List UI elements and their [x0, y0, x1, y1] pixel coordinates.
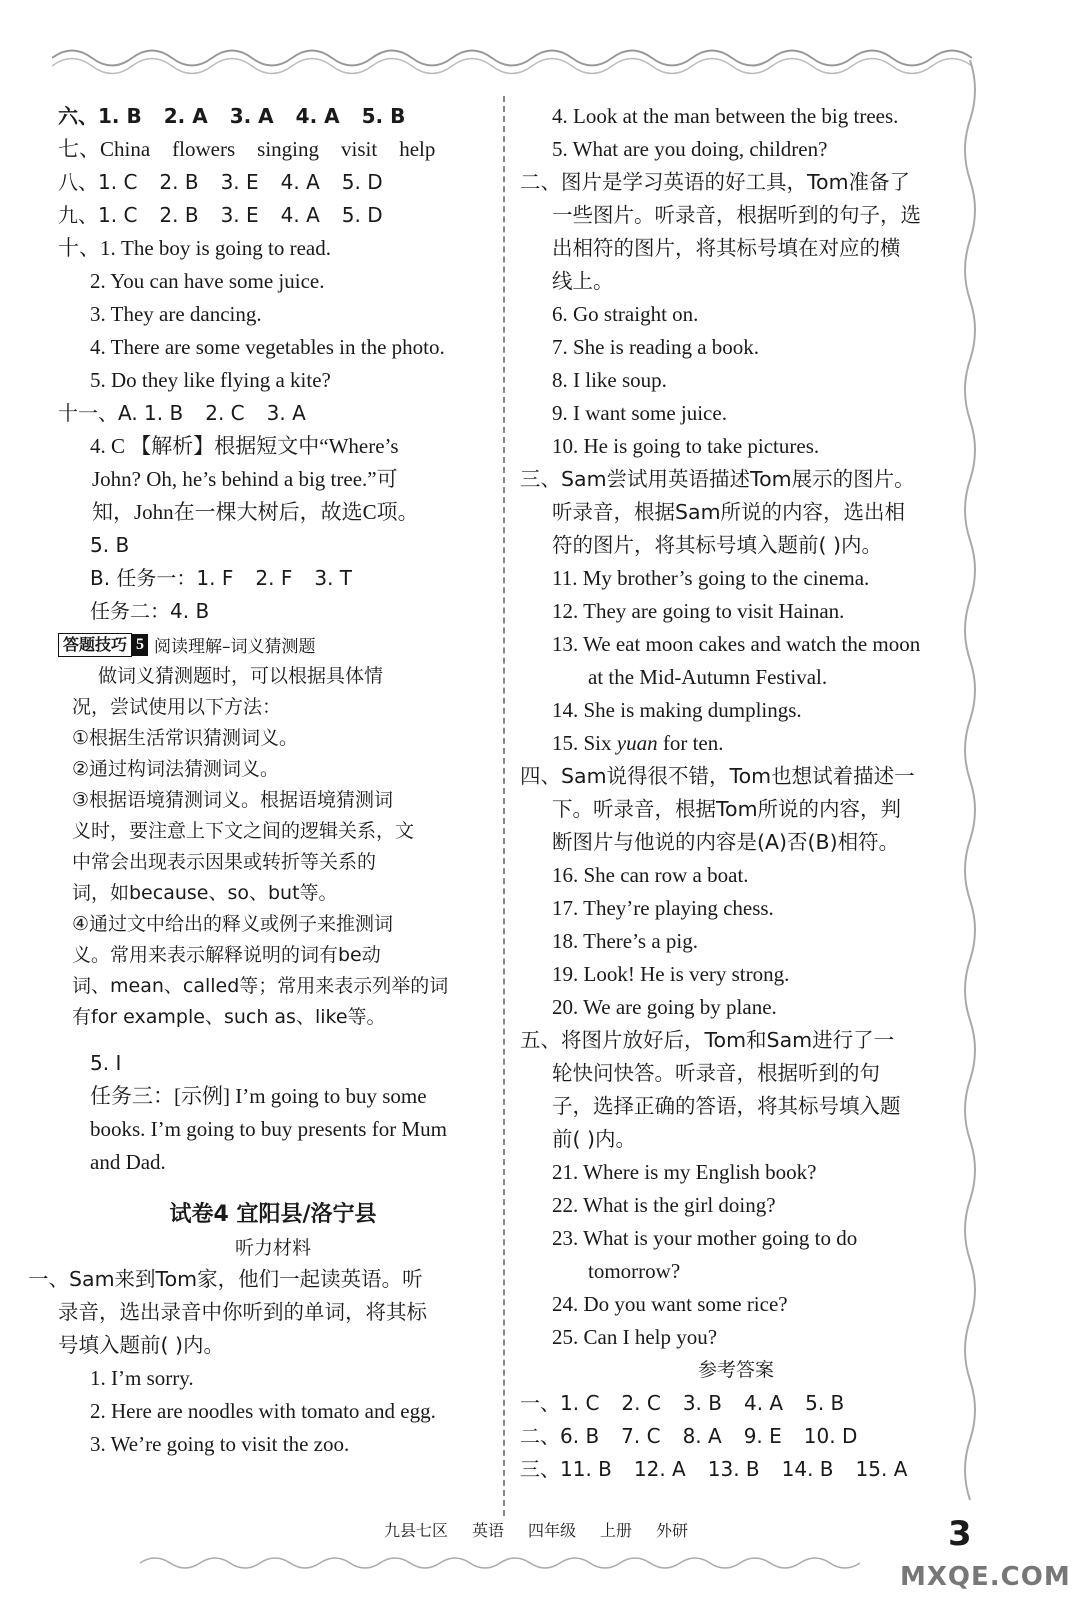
answer-item: 4. A: [280, 203, 320, 227]
eleven-task2: 任务二：4. B: [90, 599, 210, 623]
tip-line: ④通过文中给出的释义或例子来推测词: [72, 913, 394, 935]
question-header: 录音，选出录音中你听到的单词，将其标: [58, 1300, 427, 1324]
answer-row-eleven-a: [58, 397, 488, 430]
task3-line: books. I’m going to buy presents for Mum: [90, 1117, 447, 1141]
answer-item: 9. E: [743, 1424, 782, 1448]
paper-title: 试卷4 宜阳县/洛宁县: [169, 1202, 377, 1227]
answer-item: 九、1. C: [58, 203, 138, 227]
answer-item: 3. A: [266, 401, 306, 425]
listening-item: 1. I’m sorry.: [90, 1366, 194, 1390]
answer-item: 2. A: [163, 104, 208, 128]
left-column: [28, 100, 488, 1461]
question-header: 四、Sam说得很不错，Tom也想试着描述一: [520, 764, 915, 788]
answer-item: 十一、A. 1. B: [58, 401, 184, 425]
answer-row-six: [58, 100, 488, 133]
tip-header: [58, 628, 488, 661]
page-number: 3: [948, 1514, 972, 1554]
question-header: 五、将图片放好后，Tom和Sam进行了一: [520, 1028, 895, 1052]
eleven-4-analysis: 知，John在一棵大树后，故选C项。: [92, 500, 419, 524]
item-text: for ten.: [657, 731, 724, 755]
task3-line: and Dad.: [90, 1150, 166, 1174]
answer-item: 2. B: [159, 203, 199, 227]
answer-item: 5. D: [341, 203, 383, 227]
item-text-italic: yuan: [616, 731, 658, 755]
listening-item: 21. Where is my English book?: [552, 1160, 817, 1184]
ten-item: 3. They are dancing.: [90, 302, 262, 326]
tip-line: 况，尝试使用以下方法：: [72, 696, 282, 718]
listening-item: 12. They are going to visit Hainan.: [552, 599, 845, 623]
tip-line: 义时，要注意上下文之间的逻辑关系，文: [72, 820, 415, 842]
item-text: 15. Six: [552, 731, 617, 755]
answer-row-one: [520, 1387, 952, 1420]
tip-line: 做词义猜测题时，可以根据具体情: [98, 665, 384, 687]
footer-item: 上册: [600, 1521, 633, 1540]
eleven-4-analysis: John? Oh, he’s behind a big tree.”可: [92, 467, 398, 491]
answer-row-two: [520, 1420, 952, 1453]
listening-item: 7. She is reading a book.: [552, 335, 760, 359]
listening-item: 3. We’re going to visit the zoo.: [90, 1432, 350, 1456]
footer-item: 九县七区: [383, 1521, 448, 1540]
listening-item: 25. Can I help you?: [552, 1325, 718, 1349]
tip-line: ③根据语境猜测词义。根据语境猜测词: [72, 789, 394, 811]
answer-item: 2. C: [621, 1391, 661, 1415]
answer-item: 七、China: [58, 137, 151, 161]
listening-item: 16. She can row a boat.: [552, 863, 749, 887]
question-header: 三、Sam尝试用英语描述Tom展示的图片。: [520, 467, 915, 491]
column-divider: [503, 96, 505, 1516]
answer-item: help: [399, 137, 436, 161]
tip-name: 阅读理解–词义猜测题: [154, 637, 316, 657]
answer-item: 一、1. C: [520, 1391, 600, 1415]
question-header: 一些图片。听录音，根据听到的句子，选: [552, 203, 921, 227]
ten-item: 2. You can have some juice.: [90, 269, 325, 293]
answers-title: 参考答案: [697, 1359, 774, 1381]
listening-item: 20. We are going by plane.: [552, 995, 777, 1019]
eleven-5: 5. B: [90, 533, 130, 557]
tip-number: 5: [132, 634, 148, 656]
answer-row-eleven-b: [58, 562, 488, 595]
answer-item: 二、6. B: [520, 1424, 600, 1448]
question-header: 线上。: [552, 269, 614, 293]
tip-line: 有for example、such as、like等。: [72, 1006, 386, 1028]
tip-line: ②通过构词法猜测词义。: [72, 758, 280, 780]
answer-item: 8. A: [682, 1424, 722, 1448]
listening-item: 17. They’re playing chess.: [552, 896, 774, 920]
answer-item: 4. A: [743, 1391, 784, 1415]
listening-item: 19. Look! He is very strong.: [552, 962, 790, 986]
answer-item: 5. B: [361, 104, 406, 128]
answer-item: 3. E: [220, 170, 259, 194]
answer-item: 15. A: [855, 1457, 908, 1481]
listening-item: 13. We eat moon cakes and watch the moon: [552, 632, 921, 656]
question-header: 听录音，根据Sam所说的内容，选出相: [552, 500, 906, 524]
listening-item: 2. Here are noodles with tomato and egg.: [90, 1399, 436, 1423]
answer-row-three: [520, 1453, 952, 1486]
ten-head: 十、1. The boy is going to read.: [58, 236, 331, 260]
answer-item: 八、1. C: [58, 170, 138, 194]
answer-item: 5. B: [805, 1391, 845, 1415]
answer-row-seven: [58, 133, 488, 166]
answer-item: 2. B: [159, 170, 199, 194]
tip-line: 中常会出现表示因果或转折等关系的: [72, 851, 377, 873]
after-tip-5: 5. I: [90, 1051, 122, 1075]
question-header: 一、Sam来到Tom家，他们一起读英语。听: [28, 1267, 423, 1291]
answer-item: 3. A: [229, 104, 274, 128]
answer-item: 7. C: [621, 1424, 661, 1448]
listening-item: 4. Look at the man between the big trees.: [552, 104, 899, 128]
answer-item: 14. B: [781, 1457, 834, 1481]
listening-item: 18. There’s a pig.: [552, 929, 698, 953]
listening-item: 22. What is the girl doing?: [552, 1193, 776, 1217]
listening-item: [520, 727, 952, 760]
tip-line: 词，如because、so、but等。: [72, 882, 338, 904]
listening-item: 14. She is making dumplings.: [552, 698, 802, 722]
answer-item: 3. T: [314, 566, 352, 590]
question-header: 符的图片，将其标号填入题前( )内。: [552, 533, 883, 557]
answer-item: 六、1. B: [58, 104, 142, 128]
page-footer: [0, 1518, 1072, 1541]
answer-item: singing: [257, 137, 319, 161]
answer-item: 5. D: [341, 170, 383, 194]
tip-line: ①根据生活常识猜测词义。: [72, 727, 299, 749]
question-header: 子，选择正确的答语，将其标号填入题: [552, 1094, 901, 1118]
bottom-border-wave: [140, 1548, 860, 1578]
tip-badge: 答题技巧: [58, 633, 132, 657]
tip-line: 词、mean、called等；常用来表示列举的词: [72, 975, 449, 997]
top-border-wave: [52, 38, 972, 78]
answer-item: visit: [341, 137, 378, 161]
answer-item: flowers: [172, 137, 236, 161]
answer-item: 4. A: [295, 104, 340, 128]
listening-item: 6. Go straight on.: [552, 302, 699, 326]
answer-item: 2. C: [205, 401, 245, 425]
question-header: 号填入题前( )内。: [58, 1333, 225, 1357]
answer-item: 3. E: [220, 203, 259, 227]
listening-item: 11. My brother’s going to the cinema.: [552, 566, 870, 590]
footer-item: 英语: [471, 1521, 504, 1540]
question-header: 轮快问快答。听录音，根据听到的句: [552, 1061, 880, 1085]
task3-line: 任务三：[示例] I’m going to buy some: [90, 1084, 427, 1108]
listening-item-cont: tomorrow?: [588, 1259, 681, 1283]
listening-item: 9. I want some juice.: [552, 401, 727, 425]
question-header: 出相符的图片，将其标号填在对应的横: [552, 236, 901, 260]
listening-item: 23. What is your mother going to do: [552, 1226, 858, 1250]
answer-item: 12. A: [633, 1457, 686, 1481]
answer-item: 10. D: [803, 1424, 858, 1448]
right-column: [520, 100, 952, 1486]
listening-item: 8. I like soup.: [552, 368, 667, 392]
question-header: 下。听录音，根据Tom所说的内容，判: [552, 797, 902, 821]
paper-subtitle: 听力材料: [234, 1237, 311, 1259]
answer-row-nine: [58, 199, 488, 232]
footer-item: 外研: [656, 1521, 689, 1540]
answer-row-eight: [58, 166, 488, 199]
question-header: 前( )内。: [552, 1127, 637, 1151]
listening-item-cont: at the Mid-Autumn Festival.: [588, 665, 828, 689]
listening-item: 10. He is going to take pictures.: [552, 434, 820, 458]
tip-line: 义。常用来表示解释说明的词有be动: [72, 944, 381, 966]
ten-item: 4. There are some vegetables in the photo.: [90, 335, 445, 359]
answer-item: 4. A: [280, 170, 320, 194]
eleven-4-analysis: 4. C 【解析】根据短文中“Where’s: [90, 434, 399, 458]
answer-item: 2. F: [255, 566, 293, 590]
answer-item: B. 任务一：1. F: [90, 566, 234, 590]
answer-item: 三、11. B: [520, 1457, 612, 1481]
ten-item: 5. Do they like flying a kite?: [90, 368, 331, 392]
question-header: 断图片与他说的内容是(A)否(B)相符。: [552, 830, 900, 854]
answer-item: 3. B: [682, 1391, 722, 1415]
answer-item: 13. B: [707, 1457, 760, 1481]
listening-item: 5. What are you doing, children?: [552, 137, 828, 161]
question-header: 二、图片是学习英语的好工具，Tom准备了: [520, 170, 911, 194]
right-border-wave: [955, 60, 985, 1520]
watermark: MXQE.COM: [900, 1562, 1071, 1592]
listening-item: 24. Do you want some rice?: [552, 1292, 788, 1316]
footer-item: 四年级: [527, 1521, 576, 1540]
